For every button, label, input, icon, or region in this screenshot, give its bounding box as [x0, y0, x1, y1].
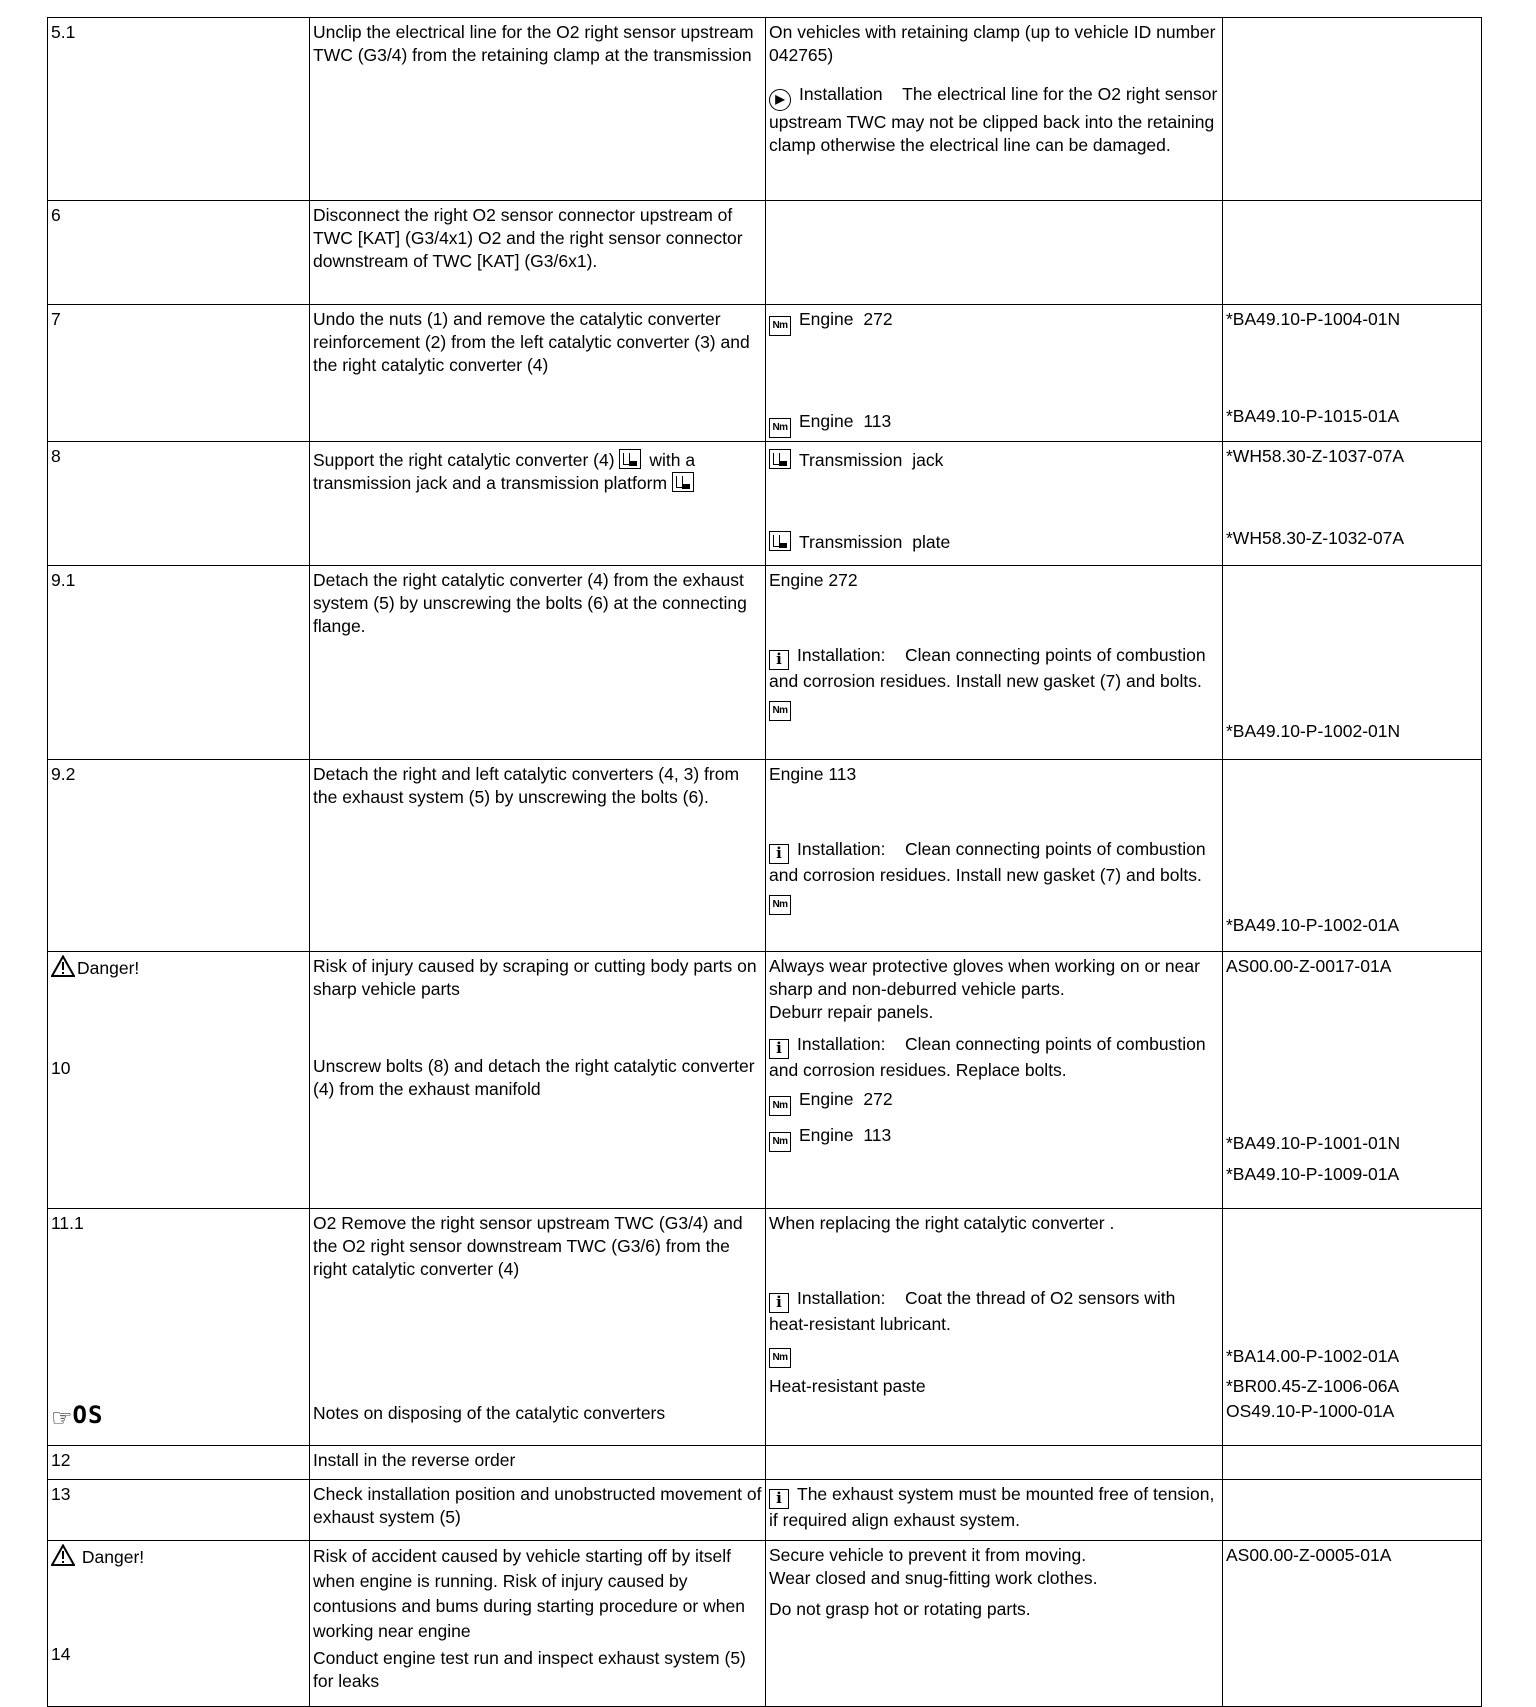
step-action: Risk of injury caused by scraping or cutting body parts on sharp vehicle parts Unscrew bolts (8) and detach the right catalytic converter (4) from the exhaust manifold	[310, 952, 766, 1209]
step-action: Support the right catalytic converter (4) with a transmission jack and a transmission platform	[310, 442, 766, 566]
step-reference: *BA49.10-P-1002-01A	[1223, 760, 1482, 952]
table-row	[48, 1209, 1482, 1446]
step-number: 11.1 ☞OS	[48, 1209, 310, 1446]
step-notes: Engine 272 i Installation: Clean connecting points of combustion and corrosion residues. Install new gasket (7) and bolts. Nm	[766, 566, 1223, 760]
table-row	[48, 1446, 1482, 1480]
pointing-hand-icon: ☞	[51, 1405, 73, 1432]
step-action: Risk of accident caused by vehicle starting off by itself when engine is running. Risk of injury caused by contusions and bums during starting procedure or when working near engine Conduct engine test run and inspect exhaust system (5) for leaks	[310, 1541, 766, 1707]
step-reference: *BA49.10-P-1002-01N	[1223, 566, 1482, 760]
step-number: 6	[48, 201, 310, 305]
step-notes: When replacing the right catalytic converter . i Installation: Coat the thread of O2 sensors with heat-resistant lubricant. Nm Heat-resistant paste	[766, 1209, 1223, 1446]
step-reference: *WH58.30-Z-1037-07A *WH58.30-Z-1032-07A	[1223, 442, 1482, 566]
table-row	[48, 305, 1482, 442]
torque-nm-icon: Nm	[769, 895, 791, 915]
step-number: 12	[48, 1446, 310, 1480]
step-reference	[1223, 1446, 1482, 1480]
step-action: Check installation position and unobstructed movement of exhaust system (5)	[310, 1480, 766, 1541]
installation-icon: ▶	[769, 89, 791, 111]
step-number: Danger! 14	[48, 1541, 310, 1707]
step-number: 9.2	[48, 760, 310, 952]
special-tool-icon	[769, 449, 791, 469]
step-notes: Engine 113 i Installation: Clean connecting points of combustion and corrosion residues. Install new gasket (7) and bolts. Nm	[766, 760, 1223, 952]
step-number: 9.1	[48, 566, 310, 760]
step-notes	[766, 1446, 1223, 1480]
step-number: 8	[48, 442, 310, 566]
step-action: Undo the nuts (1) and remove the catalytic converter reinforcement (2) from the left catalytic converter (3) and the right catalytic converter (4)	[310, 305, 766, 442]
step-action: Detach the right and left catalytic converters (4, 3) from the exhaust system (5) by unscrewing the bolts (6).	[310, 760, 766, 952]
info-icon: i	[769, 1489, 789, 1509]
special-tool-icon	[769, 531, 791, 551]
table-row	[48, 201, 1482, 305]
step-notes: On vehicles with retaining clamp (up to vehicle ID number 042765) ▶ Installation The electrical line for the O2 right sensor upstream TWC may not be clipped back into the retaining clamp otherwise the electrical line can be damaged.	[766, 18, 1223, 201]
step-action: Install in the reverse order	[310, 1446, 766, 1480]
step-reference	[1223, 1480, 1482, 1541]
warning-triangle-icon	[51, 955, 75, 977]
step-action: Unclip the electrical line for the O2 right sensor upstream TWC (G3/4) from the retaining clamp at the transmission	[310, 18, 766, 201]
step-notes: Nm Engine 272 Nm Engine 113	[766, 305, 1223, 442]
info-icon: i	[769, 1039, 789, 1059]
step-reference: *BA49.10-P-1004-01N *BA49.10-P-1015-01A	[1223, 305, 1482, 442]
step-reference: AS00.00-Z-0017-01A *BA49.10-P-1001-01N *BA49.10-P-1009-01A	[1223, 952, 1482, 1209]
step-reference: AS00.00-Z-0005-01A	[1223, 1541, 1482, 1707]
table-row	[48, 1480, 1482, 1541]
torque-nm-icon: Nm	[769, 1132, 791, 1152]
step-number: 13	[48, 1480, 310, 1541]
torque-nm-icon: Nm	[769, 701, 791, 721]
torque-nm-icon: Nm	[769, 316, 791, 336]
table-row	[48, 952, 1482, 1209]
table-row	[48, 1541, 1482, 1707]
table-row	[48, 566, 1482, 760]
info-icon: i	[769, 650, 789, 670]
step-reference	[1223, 18, 1482, 201]
step-reference: *BA14.00-P-1002-01A *BR00.45-Z-1006-06A OS49.10-P-1000-01A	[1223, 1209, 1482, 1446]
step-action: Disconnect the right O2 sensor connector upstream of TWC [KAT] (G3/4x1) O2 and the right sensor connector downstream of TWC [KAT] (G3/6x1).	[310, 201, 766, 305]
step-notes: Secure vehicle to prevent it from moving. Wear closed and snug-fitting work clothes. Do not grasp hot or rotating parts.	[766, 1541, 1223, 1707]
warning-triangle-icon	[51, 1544, 75, 1566]
step-action: O2 Remove the right sensor upstream TWC (G3/4) and the O2 right sensor downstream TWC (G3/6) from the right catalytic converter (4) Notes on disposing of the catalytic converters	[310, 1209, 766, 1446]
special-tool-icon	[619, 449, 641, 469]
step-notes: Transmission jack Transmission plate	[766, 442, 1223, 566]
info-icon: i	[769, 844, 789, 864]
torque-nm-icon: Nm	[769, 1096, 791, 1116]
special-tool-icon	[672, 472, 694, 492]
procedure-page	[47, 17, 1481, 1707]
step-number: 7	[48, 305, 310, 442]
table-row	[48, 442, 1482, 566]
torque-nm-icon: Nm	[769, 1348, 791, 1368]
table-row	[48, 18, 1482, 201]
info-icon: i	[769, 1293, 789, 1313]
step-notes: i The exhaust system must be mounted free of tension, if required align exhaust system.	[766, 1480, 1223, 1541]
step-number: 5.1	[48, 18, 310, 201]
step-reference	[1223, 201, 1482, 305]
step-number: Danger! 10	[48, 952, 310, 1209]
procedure-table	[47, 17, 1482, 1707]
table-row	[48, 760, 1482, 952]
torque-nm-icon: Nm	[769, 418, 791, 438]
step-notes: Always wear protective gloves when working on or near sharp and non-deburred vehicle parts. Deburr repair panels. i Installation: Clean connecting points of combustion and corrosion residues. Replace bolts. Nm Engine 272 Nm Engine 113	[766, 952, 1223, 1209]
step-notes	[766, 201, 1223, 305]
step-action: Detach the right catalytic converter (4) from the exhaust system (5) by unscrewing the bolts (6) at the connecting flange.	[310, 566, 766, 760]
